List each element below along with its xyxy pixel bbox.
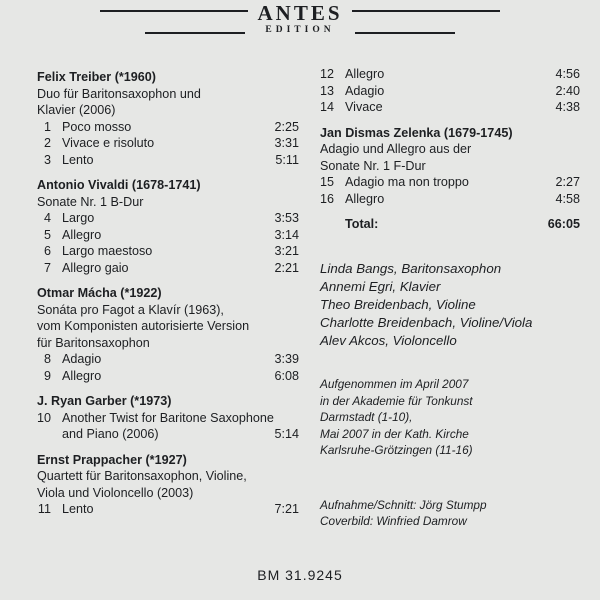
- work-block: [37, 177, 299, 276]
- track-duration: 4:56: [555, 67, 580, 81]
- track-duration: 2:25: [274, 119, 299, 134]
- track-duration: 3:21: [274, 244, 299, 258]
- track-title: Lento: [62, 502, 94, 516]
- track-title: Allegro gaio: [62, 260, 129, 275]
- track-row: [37, 227, 299, 244]
- track-row: [37, 243, 299, 260]
- track-duration: 3:14: [274, 227, 299, 242]
- track-number: 3: [43, 152, 51, 167]
- header-rule-top-left: [100, 10, 248, 12]
- composer-name: Felix Treiber (*1960): [37, 70, 157, 84]
- header-rule-top-right: [352, 10, 500, 12]
- track-title: Lento: [62, 152, 94, 167]
- track-number: 11: [37, 502, 51, 516]
- track-row: [37, 152, 299, 169]
- work-title-line: Adagio und Allegro aus der: [320, 142, 472, 156]
- work-title-line: Viola und Violoncello (2003): [37, 485, 194, 500]
- track-row: [37, 119, 299, 136]
- track-number: 12: [320, 67, 335, 81]
- work-title-line: Sonáta pro Fagot a Klavír (1963),: [37, 302, 224, 317]
- performer-line: Linda Bangs, Baritonsaxophon: [320, 261, 502, 276]
- track-row: [320, 99, 580, 116]
- track-duration: 2:27: [555, 175, 580, 189]
- work-title-line: vom Komponisten autorisierte Version: [37, 319, 250, 333]
- track-row: [320, 174, 580, 191]
- track-row: [37, 135, 299, 152]
- recording-line: Mai 2007 in der Kath. Kirche: [320, 426, 469, 441]
- track-duration: 2:21: [274, 260, 299, 275]
- track-row: [37, 368, 299, 385]
- total-row: [320, 216, 580, 234]
- track-duration: 3:53: [274, 211, 299, 225]
- track-title: Adagio: [62, 352, 102, 366]
- credit-line: Coverbild: Winfried Damrow: [320, 514, 467, 528]
- recording-line: Karlsruhe-Grötzingen (11-16): [320, 443, 473, 457]
- track-number: 5: [43, 227, 51, 242]
- recording-line: in der Akademie für Tonkunst: [320, 393, 473, 408]
- track-number: 9: [43, 368, 51, 383]
- header-rule-bottom-right: [355, 32, 455, 34]
- recording-line: Aufgenommen im April 2007: [320, 377, 469, 391]
- right-column: [320, 66, 580, 530]
- track-row: [320, 66, 580, 83]
- performer-line: Annemi Egri, Klavier: [320, 279, 441, 294]
- track-number: 14: [320, 100, 335, 114]
- track-number: 16: [320, 191, 335, 206]
- composer-name: Otmar Mácha (*1922): [37, 286, 162, 300]
- work-title-line: Quartett für Baritonsaxophon, Violine,: [37, 469, 247, 483]
- track-row: [37, 501, 299, 518]
- track-number: 10: [37, 410, 52, 425]
- work-title-line: Sonate Nr. 1 B-Dur: [37, 194, 144, 209]
- track-title: Allegro: [62, 368, 102, 383]
- track-title: Poco mosso: [62, 119, 132, 134]
- track-title: Allegro: [62, 227, 102, 242]
- performer-line: Theo Breidenbach, Violine: [320, 297, 476, 312]
- composer-name: Ernst Prappacher (*1927): [37, 452, 187, 467]
- work-title-line: Sonate Nr. 1 F-Dur: [320, 158, 426, 173]
- track-number: 15: [320, 175, 335, 189]
- header-rule-bottom-left: [145, 32, 245, 34]
- track-row: [320, 83, 580, 100]
- track-duration: 3:31: [274, 136, 299, 150]
- track-number: 1: [43, 119, 51, 134]
- track-title: Vivace e risoluto: [62, 136, 155, 150]
- track-title: Adagio: [345, 83, 385, 98]
- track-title: Allegro: [345, 191, 385, 206]
- track-duration: 2:40: [555, 83, 580, 98]
- track-title: Another Twist for Baritone Saxophone and Piano (2006): [62, 410, 274, 441]
- work-title-line: Klavier (2006): [37, 103, 116, 117]
- composer-name: Antonio Vivaldi (1678-1741): [37, 178, 201, 192]
- credit-line: Aufnahme/Schnitt: Jörg Stumpp: [320, 497, 487, 512]
- header: [0, 0, 600, 44]
- track-number: 7: [43, 260, 51, 275]
- track-title: Vivace: [345, 100, 383, 114]
- track-row: [320, 191, 580, 208]
- continued-tracks: [320, 66, 580, 116]
- track-number: 4: [43, 211, 51, 225]
- credits: [320, 497, 580, 530]
- work-block: [37, 69, 299, 168]
- brand-logo: ANTES: [257, 1, 343, 25]
- track-title: Allegro: [345, 67, 385, 81]
- performers-list: [320, 260, 580, 350]
- track-duration: 3:39: [274, 352, 299, 366]
- brand-subtitle: EDITION: [265, 25, 335, 35]
- performer-line: Alev Akcos, Violoncello: [320, 333, 457, 348]
- track-number: 2: [43, 136, 51, 150]
- work-block: [37, 452, 299, 518]
- work-block: [37, 285, 299, 384]
- catalog-number: BM 31.9245: [257, 567, 343, 583]
- track-number: 13: [320, 83, 335, 98]
- composer-name: J. Ryan Garber (*1973): [37, 394, 172, 408]
- performer-line: Charlotte Breidenbach, Violine/Viola: [320, 315, 533, 330]
- track-duration: 5:14: [274, 427, 299, 441]
- recording-line: Darmstadt (1-10),: [320, 410, 413, 424]
- work-block: [37, 393, 299, 443]
- total-label: Total:: [345, 217, 379, 231]
- track-duration: 4:58: [555, 191, 580, 206]
- track-duration: 6:08: [274, 368, 299, 383]
- work-title-line: für Baritonsaxophon: [37, 335, 150, 350]
- left-column: [37, 69, 299, 527]
- track-row: [37, 260, 299, 277]
- work-title-line: Duo für Baritonsaxophon und: [37, 86, 201, 101]
- track-duration: 7:21: [274, 502, 299, 516]
- track-row: [37, 210, 299, 227]
- track-duration: 4:38: [555, 100, 580, 114]
- track-title: Largo: [62, 211, 95, 225]
- composer-name: Jan Dismas Zelenka (1679-1745): [320, 125, 513, 140]
- right-works: [320, 125, 580, 208]
- track-number: 6: [43, 244, 51, 258]
- track-title: Adagio ma non troppo: [345, 175, 469, 189]
- track-row: [37, 351, 299, 368]
- track-title: Largo maestoso: [62, 244, 153, 258]
- track-duration: 5:11: [275, 152, 299, 167]
- total-value: 66:05: [547, 217, 580, 231]
- track-row: [37, 410, 299, 443]
- track-number: 8: [43, 352, 51, 366]
- recording-info: [320, 376, 580, 459]
- work-block: [320, 125, 580, 208]
